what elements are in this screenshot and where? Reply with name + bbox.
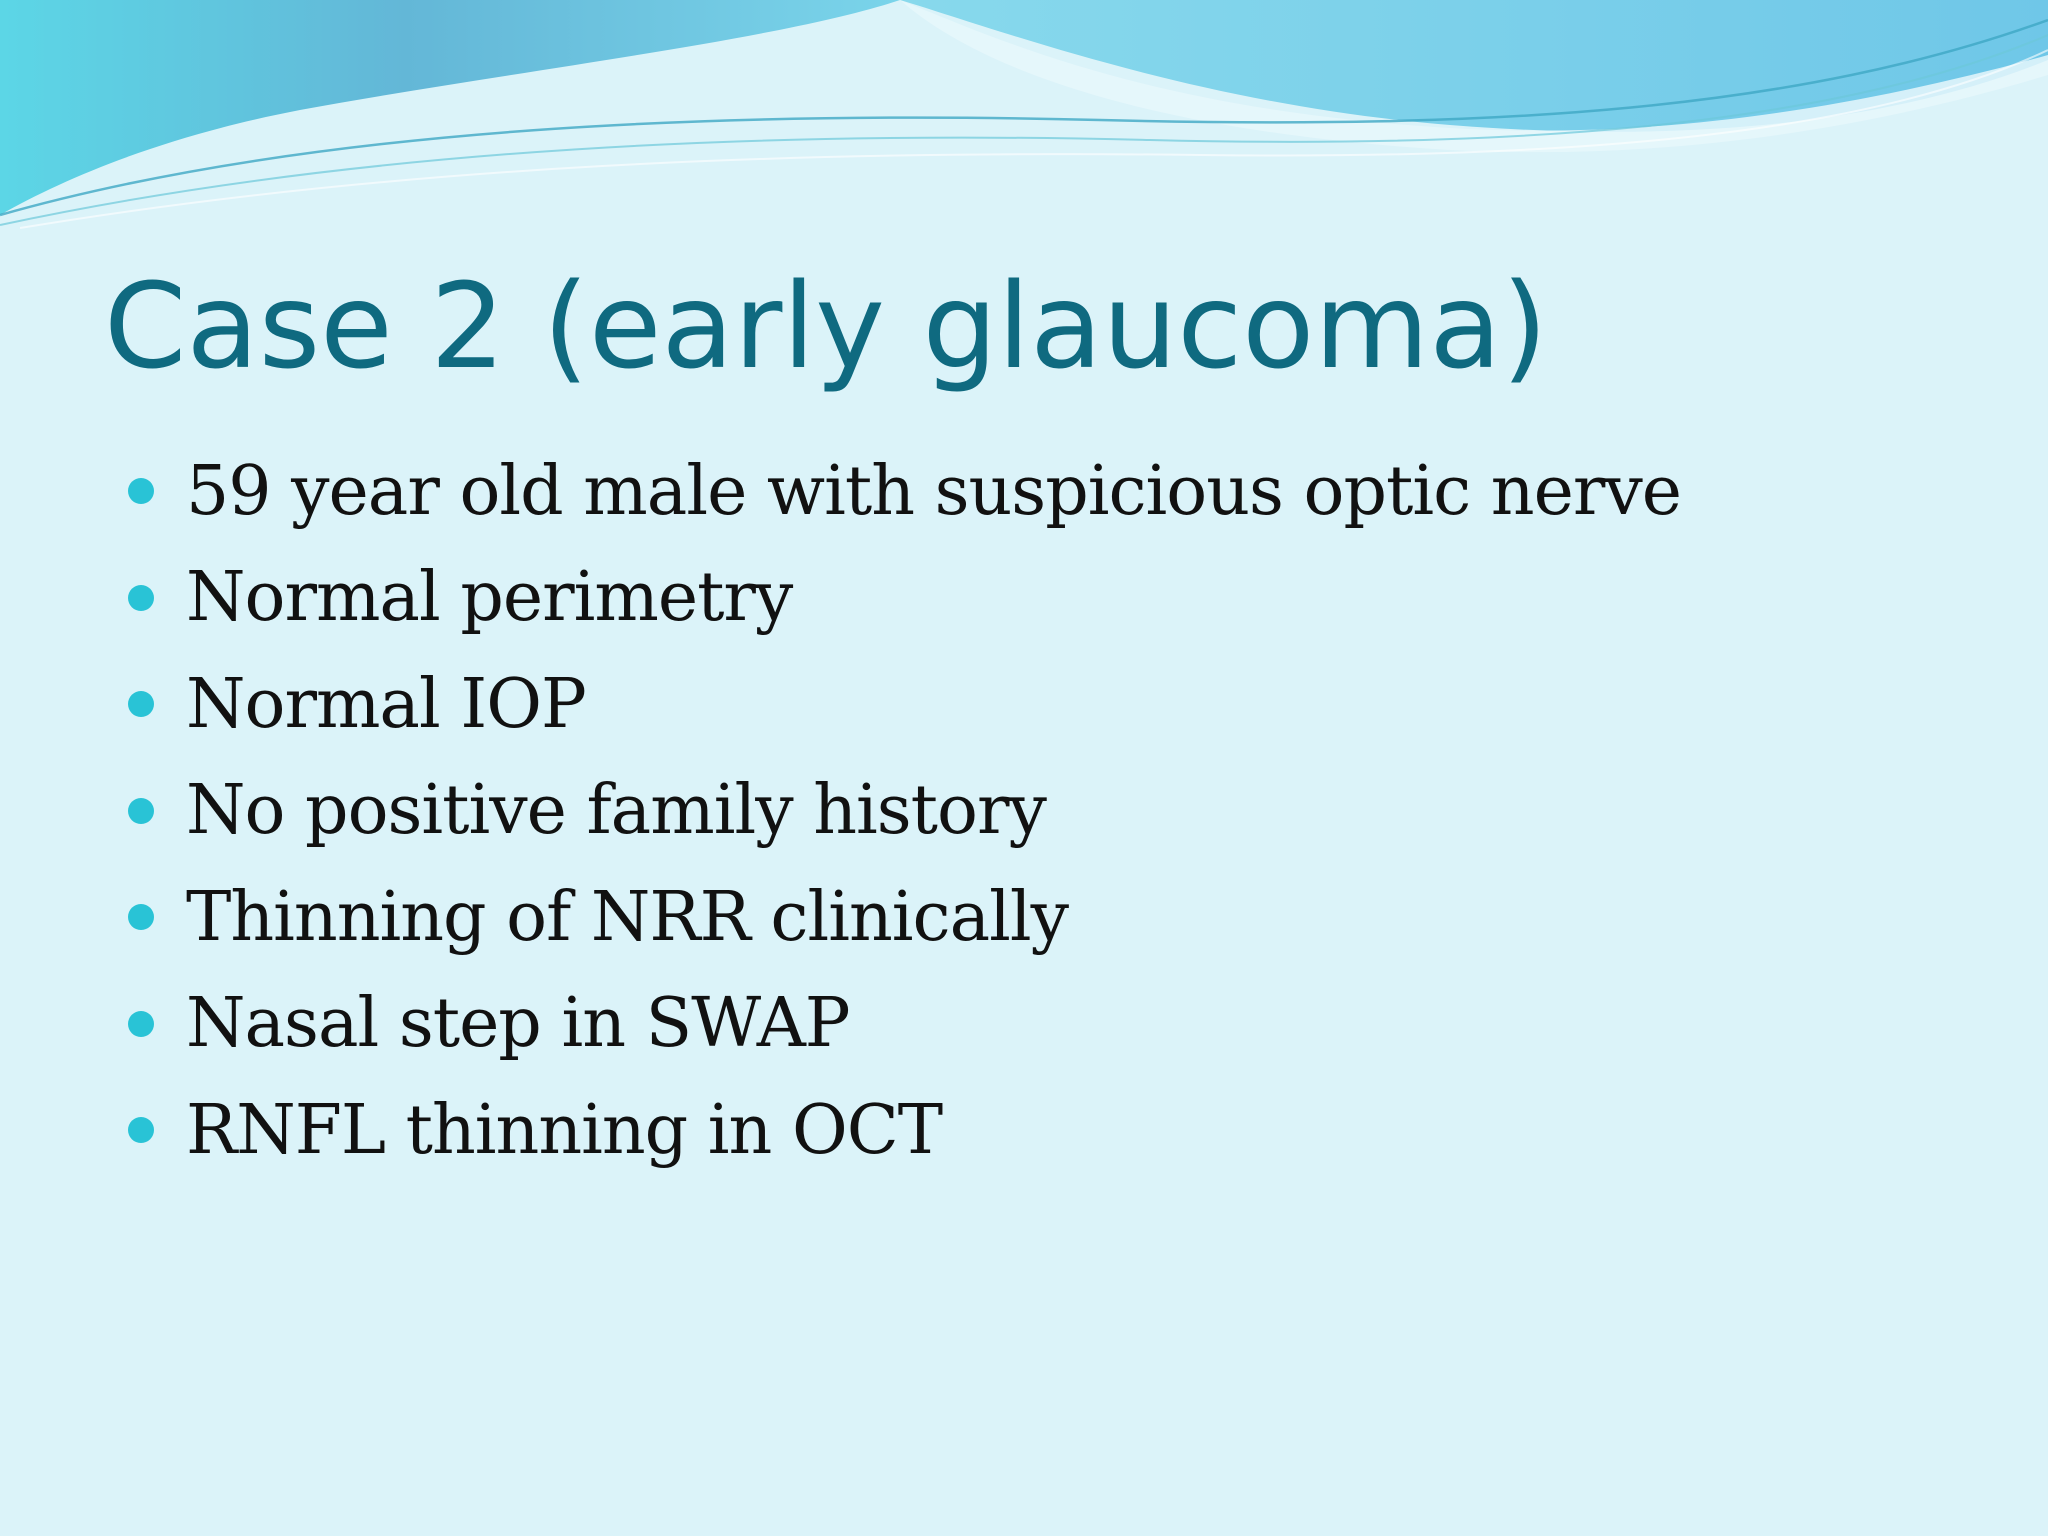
bullet-text: Thinning of NRR clinically: [186, 877, 1069, 957]
bullet-text: RNFL thinning in OCT: [186, 1090, 943, 1170]
bullet-list: [128, 438, 1681, 1184]
bullet-dot-icon: [128, 478, 154, 504]
slide-title: Case 2 (early glaucoma): [104, 257, 1548, 395]
bullet-text: Normal perimetry: [186, 558, 793, 638]
list-item: [128, 1077, 1681, 1184]
bullet-text: Nasal step in SWAP: [186, 984, 850, 1064]
bullet-text: 59 year old male with suspicious optic nerve: [186, 451, 1681, 531]
bullet-dot-icon: [128, 1117, 154, 1143]
bullet-dot-icon: [128, 691, 154, 717]
bullet-dot-icon: [128, 904, 154, 930]
list-item: [128, 545, 1681, 652]
list-item: [128, 651, 1681, 758]
bullet-text: Normal IOP: [186, 664, 586, 744]
header-wave-decoration: [0, 0, 2048, 240]
bullet-dot-icon: [128, 585, 154, 611]
list-item: [128, 438, 1681, 545]
bullet-text: No positive family history: [186, 771, 1046, 851]
list-item: [128, 864, 1681, 971]
list-item: [128, 971, 1681, 1078]
bullet-dot-icon: [128, 798, 154, 824]
list-item: [128, 758, 1681, 865]
bullet-dot-icon: [128, 1011, 154, 1037]
